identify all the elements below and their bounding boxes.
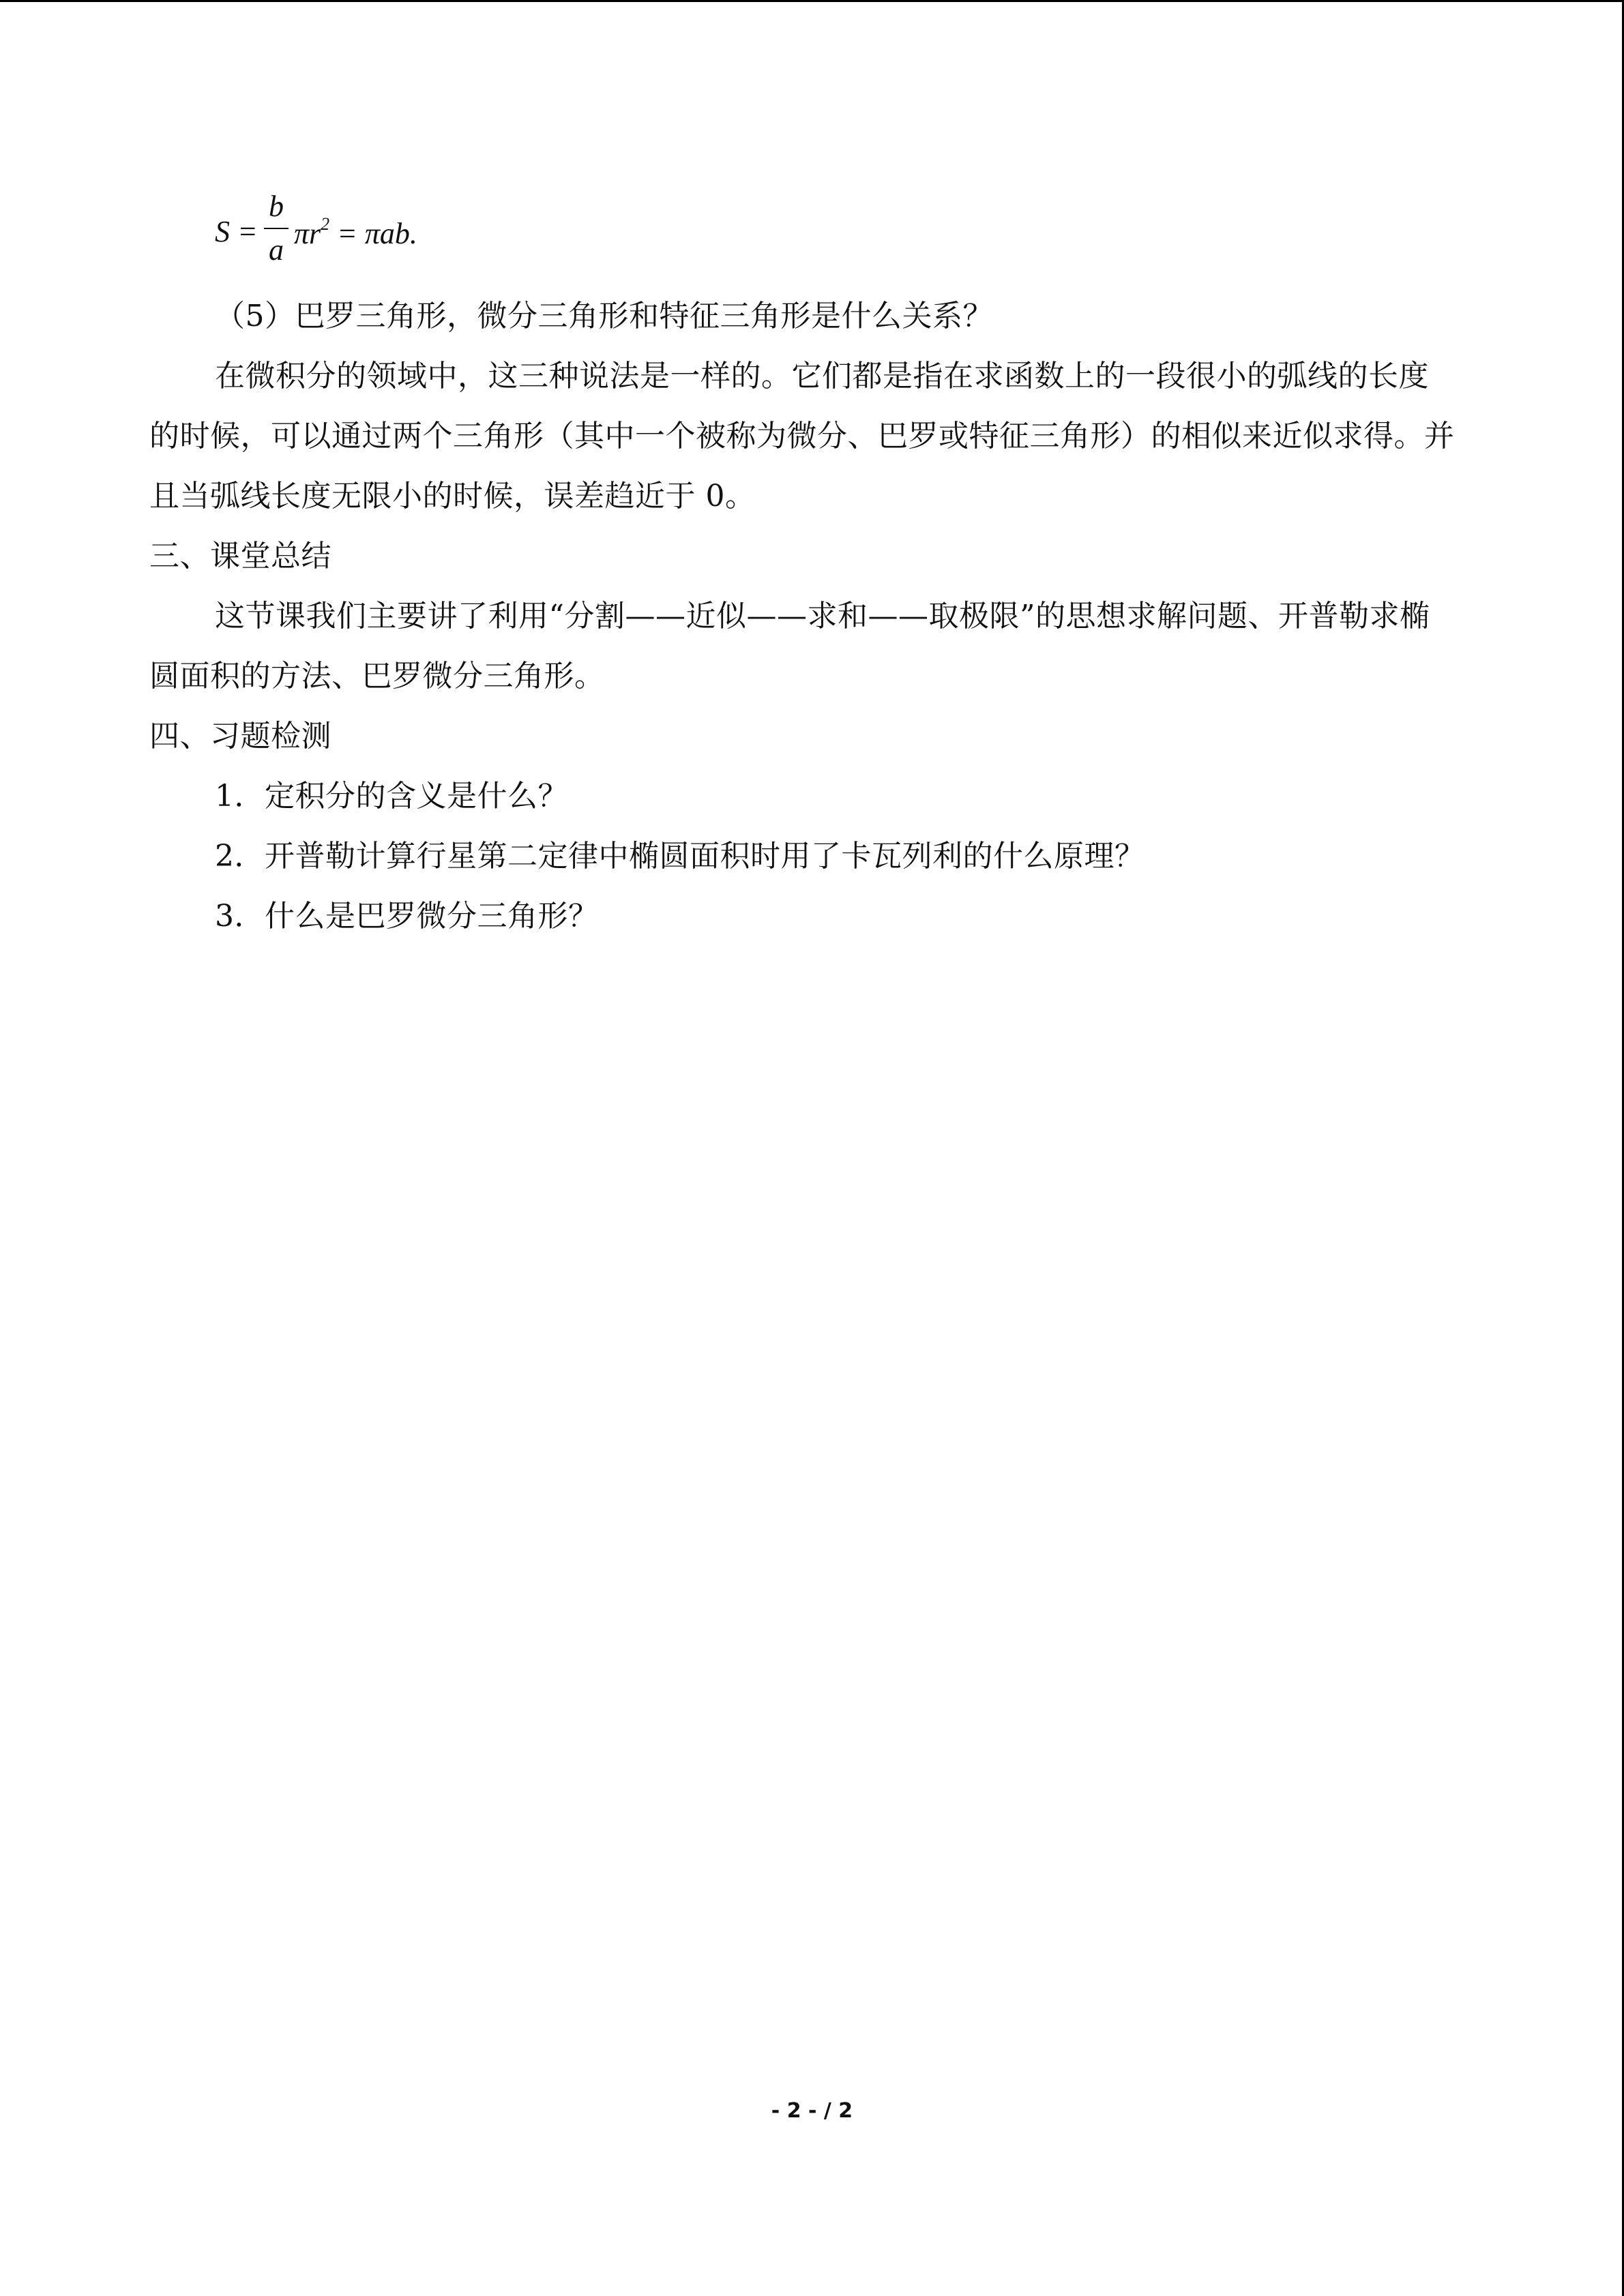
exercise-item-3: 3．什么是巴罗微分三角形？: [215, 899, 599, 934]
page-top-border: [0, 0, 1624, 2]
summary-text: 这节课我们主要讲了利用“分割——近似——求和——取极限”的思想求解问题、开普勒求椭圆面积的方法、巴罗微分三角形。: [149, 599, 1430, 694]
formula-exponent: 2: [321, 214, 330, 234]
exercise-item-1: 1．定积分的含义是什么？: [215, 779, 568, 814]
formula-tail: = πab.: [329, 217, 417, 250]
question-5-answer: 在微积分的领域中，这三种说法是一样的。它们都是指在求函数上的一段很小的弧线的长度的时候，可以通过两个三角形（其中一个被称为微分、巴罗或特征三角形）的相似来近似求得。并且当弧线长度无限小的时候，误差趋近于 0。: [149, 359, 1455, 513]
page-number: - 2 - / 2: [771, 2099, 853, 2123]
ellipse-area-formula: [215, 190, 1459, 286]
formula-denominator: a: [269, 233, 284, 267]
exercise-item-2: 2．开普勒计算行星第二定律中椭圆面积时用了卡瓦列利的什么原理？: [215, 839, 1145, 874]
document-body: [149, 190, 1459, 946]
formula-pi-r: πr: [294, 217, 321, 250]
question-5: （5）巴罗三角形，微分三角形和特征三角形是什么关系？: [215, 299, 993, 333]
formula-lhs: S =: [215, 215, 258, 248]
summary-heading: 三、课堂总结: [149, 539, 331, 573]
formula-fraction: [264, 190, 289, 267]
exercise-heading: 四、习题检测: [149, 719, 331, 754]
fraction-bar: [264, 228, 289, 229]
formula-rhs: [294, 214, 417, 251]
formula-numerator: b: [269, 190, 284, 223]
